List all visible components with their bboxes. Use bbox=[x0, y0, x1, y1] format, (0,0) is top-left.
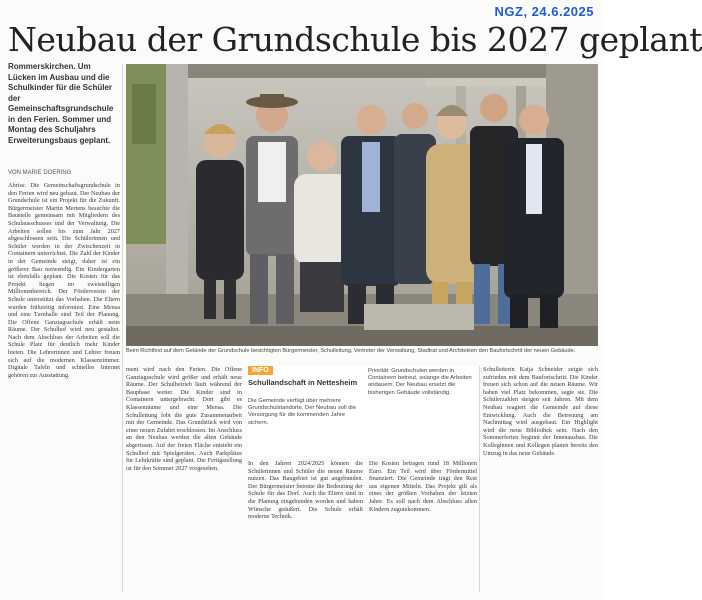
article-column-4: Die Kosten betragen rund 18 Millionen Euro. Ein Teil wird über Fördermittel finanziert. Die Gemeinde trägt den Rest aus eigenen Mitteln. Das Projekt gilt als eines der größten Vorhaben der letzten Jahre. Es soll nach dem Abschluss allen Kindern zugutekommen. bbox=[369, 460, 477, 513]
person-8 bbox=[504, 105, 564, 328]
article-column-2: ment wird nach den Ferien. Die Offene Ganztagsschule wird größer und erhält neue Räume. Der Schulbetrieb läuft während der Bauphase weiter. Die Kinder sind in Containern untergebracht. Dort gibt es Klassenräume und eine Mensa. Die Schulleitung lobt die gute Zusammenarbeit mit der Gemeinde. Das Grundstück wird von einer neuen Zufahrt erschlossen. Im Anschluss an den Neubau werden die alten Gebäude abgerissen. Auf der freien Fläche entsteht ein Schulhof mit Spielgeräten. Auch Parkplätze für Lehrkräfte sind geplant. Die Fertigstellung ist für den Sommer 2027 vorgesehen. bbox=[126, 366, 242, 472]
article-column-5: Schulleiterin Katja Schneider zeigte sich zufrieden mit dem Baufortschritt. Die Kinder freuen sich schon auf die neuen Räume. Wir haben viel Platz bekommen, sagte sie. Die Schülerzahlen steigen seit Jahren. Mit dem Neubau reagiert die Gemeinde auf diese Entwicklung. Auch die Betreuung am Nachmittag wird ausgebaut. Ein Highlight wird die neue Bibliothek sein. Nach den Sommerferien beginnt der Innenausbau. Die Kolleginnen und Kollegen planen bereits den Umzug in das neue Gebäude. bbox=[483, 366, 598, 457]
article-photo bbox=[126, 64, 598, 346]
info-tag: INFO bbox=[248, 366, 273, 375]
info-box bbox=[248, 366, 477, 456]
source-stamp: NGZ, 24.6.2025 bbox=[494, 4, 594, 19]
teaser: Rommerskirchen. Um Lücken im Ausbau und die Schulkinder für die Schüler der Gemeinschaftsgrundschule in den Ferien. Sommer und Montag des Schuljahrs Erweiterungsbaus geplant. bbox=[8, 62, 114, 145]
info-text-right: Priorität: Grundschulen werden in Containern betreut, solange die Arbeiten andauern. Der Neubau ersetzt die bisherigen Gebäude vollständig. bbox=[368, 368, 472, 396]
headline: Neubau der Grundschule bis 2027 geplant bbox=[8, 20, 702, 59]
photo-caption: Beim Richtfest auf dem Gelände der Grundschule besichtigten Bürgermeister, Schulleitung, Vertreter der Verwaltung, Stadtrat und Architekten den Baufortschritt der neuen Gebäude. bbox=[126, 348, 576, 354]
article-column-3: In den Jahren 2024/2025 können die Schülerinnen und Schüler die neuen Räume nutzen. Das Baugebiet ist gut angebunden. Der Bürgermeister betonte die Bedeutung der Schule für das Dorf. Auch die Eltern sind in die Planung eingebunden worden und haben Wünsche geäußert. Die Schule erhält moderne Technik. bbox=[248, 460, 363, 521]
column-divider bbox=[122, 64, 123, 592]
info-title: Schullandschaft in Nettesheim bbox=[248, 378, 358, 387]
byline: VON MARIE DOERING bbox=[8, 170, 72, 176]
column-divider bbox=[479, 366, 480, 592]
info-text-left: Die Gemeinde verfügt über mehrere Grundschulstandorte. Der Neubau soll die Versorgung für die kommenden Jahre sichern. bbox=[248, 398, 356, 426]
group-photo bbox=[126, 64, 598, 346]
article-column-1: Abriss: Die Gemeinschaftsgrundschule in den Ferien wird neu gebaut. Der Neubau der Grundschule ist ein Projekt für die Zukunft. Bürgermeister Martin Mertens besuchte die Baustelle gemeinsam mit Mitgliedern des Schulausschusses und der Verwaltung. Die Arbeiten sollen bis zum Jahr 2027 abgeschlossen sein. Die Schülerinnen und Schüler werden in der Zwischenzeit in Containern unterrichtet. Die Zahl der Kinder in der Gemeinde steigt, daher ist ein größerer Bau notwendig. Ein Kindergarten ist ebenfalls geplant. Die Kosten für das Projekt liegen im zweistelligen Millionenbereich. Der Förderverein der Schule unterstützt das Vorhaben. Die Eltern wurden frühzeitig informiert. Eine Mensa und eine Turnhalle sind Teil der Planung. Die Offene Ganztagsschule erhält neue Räume. Der Schulhof wird neu gestaltet. Nach dem Abschluss der Arbeiten soll die Schule Platz für deutlich mehr Kinder bieten. Die Lehrerinnen und Lehrer freuen sich auf die modernen Klassenzimmer. Digitale Tafeln und schnelles Internet gehören zur Ausstattung. bbox=[8, 182, 120, 379]
